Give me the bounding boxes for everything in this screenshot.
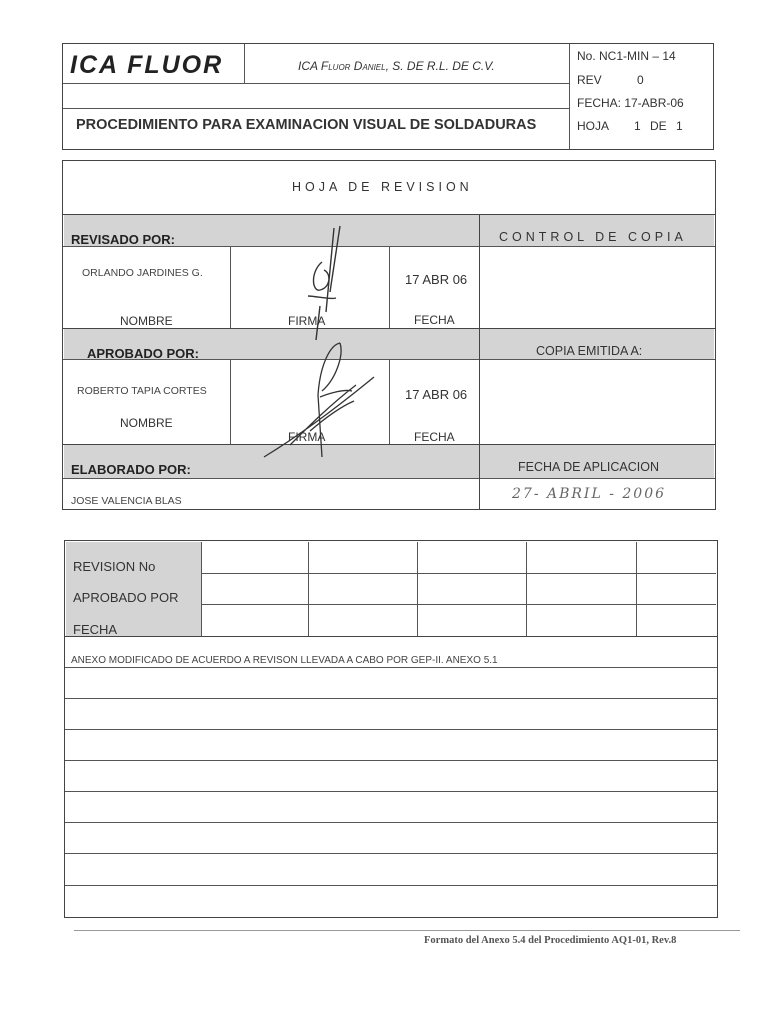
table-col-1 [201,542,202,636]
revisado-name-caption: NOMBRE [120,314,173,328]
table-row-line-2 [201,604,716,605]
aprobado-name-caption: NOMBRE [120,416,173,430]
ruled-line [65,760,717,761]
revision-sheet-title: HOJA DE REVISION [292,180,473,194]
revisado-name: ORLANDO JARDINES G. [82,267,203,279]
aprobado-name: ROBERTO TAPIA CORTES [77,385,207,397]
divider-name-2 [230,360,231,444]
table-col-2 [308,542,309,636]
aprobado-date-caption: FECHA [414,430,455,444]
header-rule-1 [63,83,569,84]
header-divider-info [569,44,570,149]
ruled-line [65,822,717,823]
ruled-line [65,667,717,668]
rule-below-title [63,214,715,215]
rule-elaborado [63,478,715,479]
table-row-line-1 [201,573,716,574]
fecha-aplicacion-value: 27- ABRIL - 2006 [512,486,667,502]
aprobado-date: 17 ABR 06 [405,387,468,402]
header-divider-logo [244,44,245,84]
company-logo: ICA FLUOR [70,51,224,79]
aprobado-signature [260,335,380,465]
ruled-line [65,885,717,886]
sheet-label: HOJA [577,119,610,133]
table-col-4 [526,542,527,636]
revisado-date: 17 ABR 06 [405,272,468,287]
rev-label: REV [577,73,602,87]
footer-text: Formato del Anexo 5.4 del Procedimiento AQ1-01, Rev.8 [424,935,677,946]
divider-main [479,215,480,509]
row-label-revision-no: REVISION No [73,559,156,574]
revisado-firma-caption: FIRMA [288,314,326,328]
revisado-signature [290,222,360,342]
sheet-value: 1 DE 1 [634,119,683,133]
ruled-line [65,698,717,699]
divider-firma-1 [389,247,390,328]
fecha-aplicacion-label: FECHA DE APLICACION [518,460,660,474]
divider-firma-2 [389,360,390,444]
company-name: ICA Fluor Daniel, S. DE R.L. DE C.V. [298,59,495,73]
revisado-date-caption: FECHA [414,313,455,327]
aprobado-firma-caption: FIRMA [288,430,326,444]
document-title: PROCEDIMIENTO PARA EXAMINACION VISUAL DE SOLDADURAS [76,117,537,133]
footer-rule [74,930,740,931]
header-rule-2 [63,108,569,109]
copia-emitida-label: COPIA EMITIDA A: [536,344,643,358]
revision-note: ANEXO MODIFICADO DE ACUERDO A REVISON LLEVADA A CABO POR GEP-II. ANEXO 5.1 [71,655,498,666]
elaborado-name: JOSE VALENCIA BLAS [71,495,182,507]
rule-elaborado-top [63,444,715,445]
header-date: FECHA: 17-ABR-06 [577,96,684,110]
ruled-line [65,729,717,730]
row-label-aprobado-por: APROBADO POR [73,590,179,605]
elaborado-label: ELABORADO POR: [71,462,191,477]
ruled-line [65,853,717,854]
document-number: No. NC1-MIN – 14 [577,49,676,63]
aprobado-label: APROBADO POR: [87,346,199,361]
table-grid-bottom [65,636,717,637]
rev-value: 0 [637,73,644,87]
divider-name-1 [230,247,231,328]
ruled-line [65,791,717,792]
control-copia-label: CONTROL DE COPIA [499,230,687,244]
table-col-3 [417,542,418,636]
row-label-fecha: FECHA [73,622,118,637]
revisado-label: REVISADO POR: [71,232,176,247]
table-col-5 [636,542,637,636]
rule-aprobado-top [63,328,715,329]
